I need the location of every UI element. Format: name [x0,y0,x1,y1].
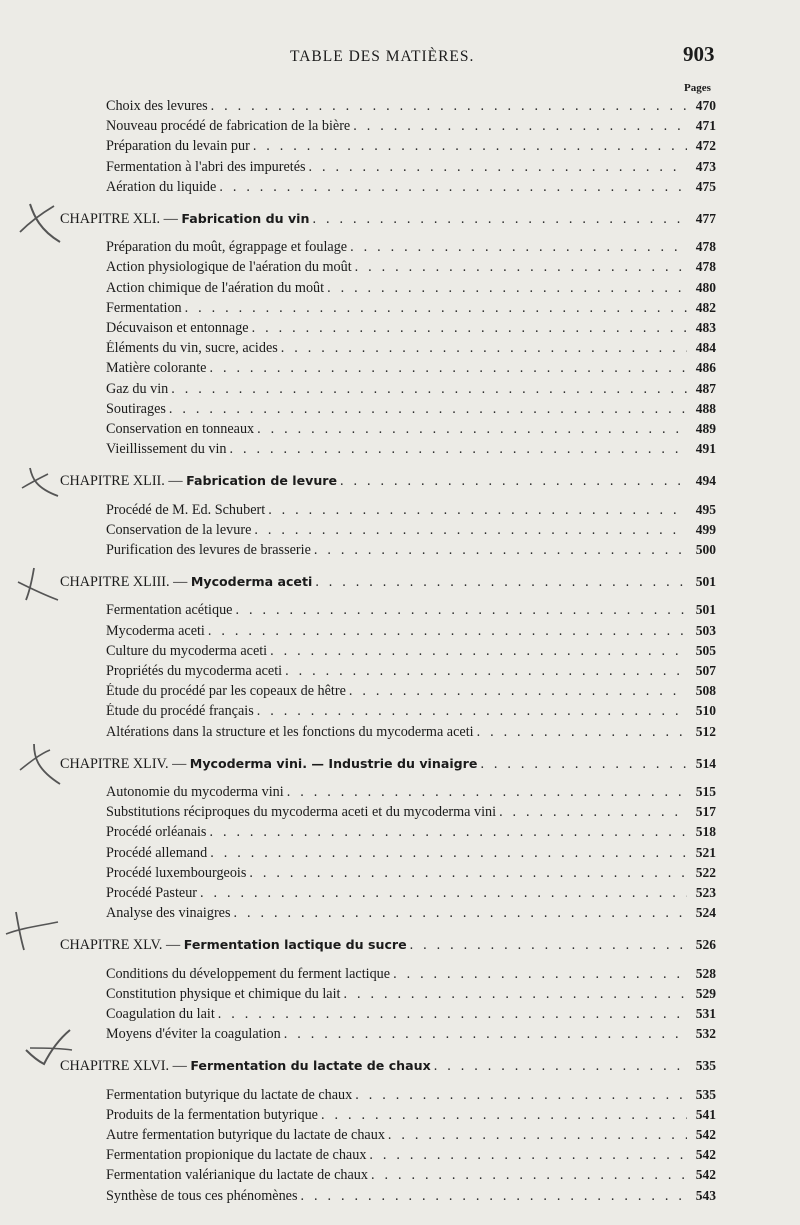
toc-entry[interactable] [106,1147,716,1167]
entry-label: Fermentation [106,300,182,316]
entry-label: Étude du procédé par les copeaux de hêtre [106,683,346,699]
toc-entry[interactable] [106,845,716,865]
dot-leader [315,574,687,591]
entry-label: Constitution physique et chimique du lait [106,986,341,1002]
dot-leader [169,401,687,418]
entry-page-number: 503 [695,623,716,638]
dot-leader [200,885,687,902]
entry-page-number: 512 [695,724,716,739]
toc-entry[interactable] [106,360,716,380]
toc-entry[interactable] [106,602,716,622]
entry-label: Conservation en tonneaux [106,421,255,437]
dot-leader [355,1087,687,1104]
dot-leader [208,623,687,640]
entry-label: Procédé allemand [106,845,208,861]
dot-leader [209,360,687,377]
entry-label: Action physiologique de l'aération du moût [106,259,352,275]
entry-page-number: 543 [695,1188,716,1203]
toc-entry[interactable] [106,1026,716,1046]
entry-page-number: 482 [695,300,716,315]
entry-label: Altérations dans la structure et les fonctions du mycoderma aceti [106,724,474,740]
dot-leader [235,602,687,619]
dot-leader [327,280,687,297]
entry-page-number: 515 [695,784,716,799]
dot-leader [499,804,687,821]
entry-page-number: 495 [695,502,716,517]
dot-leader [285,663,687,680]
dot-leader [257,421,687,438]
entry-page-number: 529 [695,986,716,1001]
chapter-heading[interactable] [60,211,716,231]
entry-label: Fermentation acétique [106,602,233,618]
entry-label: Aération du liquide [106,179,217,195]
toc-entry[interactable] [106,542,716,562]
entry-label: Éléments du vin, sucre, acides [106,340,278,356]
dot-leader [343,986,687,1003]
chapter-separator: — [164,473,187,489]
dot-leader [355,259,687,276]
toc-entry[interactable] [106,824,716,844]
dot-leader [253,138,687,155]
entry-page-number: 518 [695,824,716,839]
entry-label: Substitutions réciproques du mycoderma aceti et du mycoderma vini [106,804,497,820]
entry-label: Coagulation du lait [106,1006,215,1022]
entry-page-number: 487 [695,381,716,396]
entry-label: Mycoderma aceti [106,623,205,639]
chapter-separator: — [160,211,182,227]
toc-entry[interactable] [106,259,716,279]
dot-leader [268,502,687,519]
entry-page-number: 472 [695,138,716,153]
toc-entry[interactable] [106,643,716,663]
entry-page-number: 484 [695,340,716,355]
dot-leader [287,784,687,801]
dot-leader [171,381,687,398]
toc-entry[interactable] [106,1087,716,1107]
dot-leader [314,542,687,559]
entry-page-number: 535 [695,1058,716,1073]
entry-label: Synthèse de tous ces phénomènes [106,1188,298,1204]
dot-leader [254,522,687,539]
chapter-separator: — [168,756,190,772]
toc-entry[interactable] [106,239,716,259]
toc-entry[interactable] [106,966,716,986]
entry-page-number: 507 [695,663,716,678]
chapter-label [60,473,337,490]
toc-entry[interactable] [106,340,716,360]
dot-leader [321,1107,687,1124]
toc-entry[interactable] [106,118,716,138]
toc-entry[interactable] [106,623,716,643]
chapter-number: CHAPITRE XLII. [60,473,165,489]
toc-entry[interactable] [106,683,716,703]
dot-leader [388,1127,687,1144]
dot-leader [270,643,687,660]
dot-leader [410,937,687,954]
toc-entry[interactable] [106,320,716,340]
chapter-number: CHAPITRE XLIII. [60,574,170,590]
toc-entry[interactable] [106,381,716,401]
toc-entry[interactable] [106,502,716,522]
toc-entry[interactable] [106,1167,716,1187]
chapter-heading[interactable] [60,1058,716,1078]
entry-label: Procédé de M. Ed. Schubert [106,502,266,518]
toc-entry[interactable] [106,1006,716,1026]
dot-leader [309,159,687,176]
entry-label: Gaz du vin [106,381,169,397]
entry-page-number: 478 [695,239,716,254]
dot-leader [252,320,687,337]
entry-label: Matière colorante [106,360,207,376]
toc-entry[interactable] [106,885,716,905]
toc-entry[interactable] [106,280,716,300]
entry-label: Choix des levures [106,98,208,114]
page-number: 903 [683,42,715,66]
entry-page-number: 500 [695,542,716,557]
toc-entry[interactable] [106,522,716,542]
entry-page-number: 505 [695,643,716,658]
entry-page-number: 510 [695,703,716,718]
entry-page-number: 499 [695,522,716,537]
toc-entry[interactable] [106,703,716,723]
dot-leader [249,865,687,882]
entry-page-number: 541 [695,1107,716,1122]
dot-leader [369,1147,687,1164]
entry-label: Produits de la fermentation butyrique [106,1107,318,1123]
entry-label: Fermentation valérianique du lactate de chaux [106,1167,368,1183]
entry-label: Conditions du développement du ferment lactique [106,966,391,982]
dot-leader [218,1006,687,1023]
toc-entry[interactable] [106,724,716,744]
entry-label: Conservation de la levure [106,522,252,538]
entry-label: Soutirages [106,401,166,417]
toc-entry[interactable] [106,1127,716,1147]
entry-page-number: 478 [695,259,716,274]
entry-label: Nouveau procédé de fabrication de la bière [106,118,351,134]
dot-leader [234,905,687,922]
dot-leader [211,98,687,115]
entry-page-number: 489 [695,421,716,436]
entry-page-number: 524 [695,905,716,920]
entry-page-number: 477 [695,211,716,226]
chapter-title: Fabrication de levure [186,473,338,488]
chapter-number: CHAPITRE XLV. [60,937,163,953]
entry-label: Autonomie du mycoderma vini [106,784,284,800]
toc-entry[interactable] [106,663,716,683]
entry-label: Procédé orléanais [106,824,207,840]
toc-entry[interactable] [106,784,716,804]
entry-label: Décuvaison et entonnage [106,320,249,336]
entry-label: Moyens d'éviter la coagulation [106,1026,281,1042]
entry-page-number: 473 [695,159,716,174]
toc-entry[interactable] [106,441,716,461]
chapter-title: Mycoderma vini. — Industrie du vinaigre [189,756,478,771]
chapter-separator: — [169,1058,191,1074]
entry-page-number: 535 [695,1087,716,1102]
dot-leader [340,473,687,490]
entry-page-number: 471 [695,118,716,133]
entry-page-number: 470 [695,98,716,113]
dot-leader [230,441,687,458]
dot-leader [209,824,687,841]
entry-page-number: 486 [695,360,716,375]
dot-leader [350,239,687,256]
entry-label: Analyse des vinaigres [106,905,231,921]
pages-column-label: Pages [684,82,711,94]
entry-page-number: 526 [695,937,716,952]
entry-page-number: 491 [695,441,716,456]
running-title: TABLE DES MATIÈRES. [290,48,475,65]
dot-leader [301,1188,688,1205]
entry-label: Vieillissement du vin [106,441,227,457]
dot-leader [219,179,687,196]
entry-page-number: 501 [695,602,716,617]
dot-leader [281,340,687,357]
toc-entry[interactable] [106,986,716,1006]
toc-entry[interactable] [106,138,716,158]
toc-entry[interactable] [106,1188,716,1208]
dot-leader [477,724,687,741]
entry-label: Purification des levures de brasserie [106,542,311,558]
entry-page-number: 542 [695,1167,716,1182]
entry-page-number: 480 [695,280,716,295]
dot-leader [284,1026,687,1043]
toc-entry[interactable] [106,1107,716,1127]
entry-label: Fermentation à l'abri des impuretés [106,159,306,175]
entry-page-number: 514 [695,756,716,771]
toc-entry[interactable] [106,159,716,179]
dot-leader [185,300,687,317]
entry-label: Culture du mycoderma aceti [106,643,268,659]
toc-entry[interactable] [106,401,716,421]
dot-leader [312,211,687,228]
chapter-heading[interactable] [60,574,716,594]
dot-leader [210,845,687,862]
chapter-heading[interactable] [60,937,716,957]
toc-entry[interactable] [106,98,716,118]
entry-page-number: 542 [695,1127,716,1142]
entry-page-number: 501 [695,574,716,589]
entry-page-number: 531 [695,1006,716,1021]
entry-page-number: 528 [695,966,716,981]
dot-leader [349,683,687,700]
chapter-label [60,756,477,773]
toc-entry[interactable] [106,804,716,824]
chapter-label [60,1058,431,1075]
chapter-title: Fermentation du lactate de chaux [190,1058,431,1073]
entry-page-number: 483 [695,320,716,335]
entry-page-number: 508 [695,683,716,698]
chapter-label [60,937,407,954]
dot-leader [434,1058,687,1075]
chapter-label [60,211,309,228]
entry-page-number: 475 [695,179,716,194]
chapter-heading[interactable] [60,756,716,776]
dot-leader [393,966,687,983]
entry-label: Préparation du moût, égrappage et foulage [106,239,348,255]
entry-page-number: 488 [695,401,716,416]
chapter-separator: — [162,937,184,953]
chapter-number: CHAPITRE XLVI. [60,1058,170,1074]
entry-page-number: 494 [695,473,716,488]
toc-entry[interactable] [106,865,716,885]
toc-entry[interactable] [106,421,716,441]
chapter-label [60,574,312,591]
chapter-title: Fermentation lactique du sucre [183,937,407,952]
dot-leader [371,1167,687,1184]
toc-entry[interactable] [106,300,716,320]
entry-label: Action chimique de l'aération du moût [106,280,325,296]
entry-page-number: 523 [695,885,716,900]
entry-label: Préparation du levain pur [106,138,250,154]
chapter-number: CHAPITRE XLI. [60,211,161,227]
entry-label: Propriétés du mycoderma aceti [106,663,283,679]
chapter-title: Mycoderma aceti [190,574,313,589]
toc-entry[interactable] [106,905,716,925]
entry-page-number: 522 [695,865,716,880]
chapter-title: Fabrication du vin [181,211,310,226]
chapter-number: CHAPITRE XLIV. [60,756,169,772]
entry-label: Procédé Pasteur [106,885,198,901]
entry-page-number: 521 [695,845,716,860]
toc-entry[interactable] [106,179,716,199]
entry-page-number: 532 [695,1026,716,1041]
dot-leader [480,756,687,773]
dot-leader [353,118,687,135]
entry-label: Fermentation propionique du lactate de chaux [106,1147,367,1163]
entry-label: Procédé luxembourgeois [106,865,247,881]
entry-label: Étude du procédé français [106,703,254,719]
entry-page-number: 542 [695,1147,716,1162]
chapter-heading[interactable] [60,473,716,493]
entry-label: Fermentation butyrique du lactate de chaux [106,1087,353,1103]
entry-page-number: 517 [695,804,716,819]
chapter-separator: — [169,574,191,590]
entry-label: Autre fermentation butyrique du lactate de chaux [106,1127,385,1143]
dot-leader [257,703,687,720]
